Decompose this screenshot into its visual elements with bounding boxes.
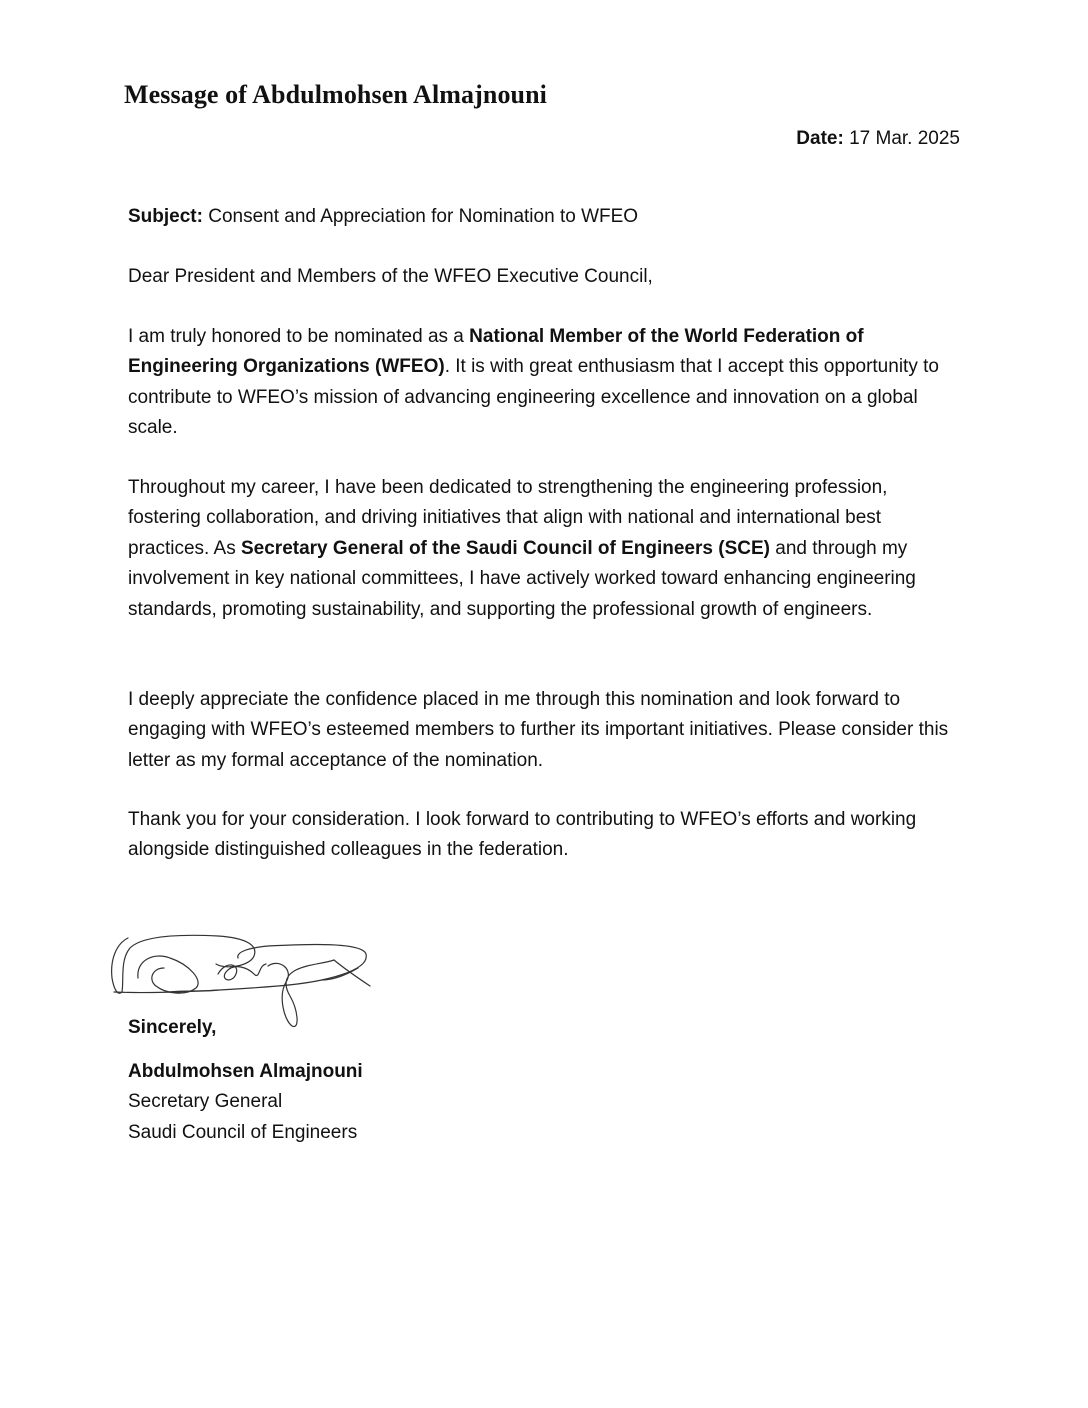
- paragraph-2-pre: Throughout my career, I have been dedicated to strengthening the engineering profession, fostering collaboration, and driving initiatives that align with national and international best practices. As: [128, 477, 888, 559]
- paragraph-3: [128, 685, 964, 776]
- paragraph-4-text: Thank you for your consideration. I look forward to contributing to WFEO’s efforts and working alongside distinguished colleagues in the federation.: [128, 809, 917, 861]
- paragraph-2-post: and through my involvement in key national committees, I have actively worked toward enhancing engineering standards, promoting sustainability, and supporting the professional growth of engineers.: [128, 537, 916, 620]
- subject-line: [128, 202, 964, 232]
- date-label: Date:: [796, 128, 844, 149]
- salutation: [128, 262, 964, 292]
- signer-block: [128, 1057, 728, 1148]
- salutation-text: Dear President and Members of the WFEO Executive Council,: [128, 266, 653, 287]
- paragraph-1-bold: National Member of the World Federation of Engineering Organizations (WFEO): [128, 326, 864, 378]
- signer-organization: Saudi Council of Engineers: [128, 1121, 358, 1143]
- paragraph-1: [128, 322, 964, 444]
- paragraph-2: [128, 473, 964, 625]
- date-line: [796, 128, 960, 150]
- subject-value: Consent and Appreciation for Nomination to WFEO: [202, 206, 639, 227]
- paragraph-2-bold: Secretary General of the Saudi Council of Engineers (SCE): [241, 537, 770, 559]
- signer-title: Secretary General: [128, 1091, 283, 1113]
- subject-label: Subject:: [128, 206, 203, 227]
- date-value: 17 Mar. 2025: [843, 128, 960, 149]
- closing: [128, 1013, 728, 1043]
- paragraph-1-post: . It is with great enthusiasm that I accept this opportunity to contribute to WFEO’s mission of advancing engineering excellence and innovation on a global scale.: [128, 356, 939, 439]
- paragraph-1-pre: I am truly honored to be nominated as a: [128, 326, 470, 347]
- paragraph-4: [128, 805, 964, 866]
- paragraph-3-text: I deeply appreciate the confidence placed in me through this nomination and look forward to engaging with WFEO’s esteemed members to further its important initiatives. Please consider this letter as my formal acceptance of the nomination.: [128, 689, 949, 771]
- signer-name: Abdulmohsen Almajnouni: [128, 1061, 363, 1082]
- letter-title: Message of Abdulmohsen Almajnouni: [124, 80, 547, 109]
- closing-text: Sincerely,: [128, 1017, 217, 1038]
